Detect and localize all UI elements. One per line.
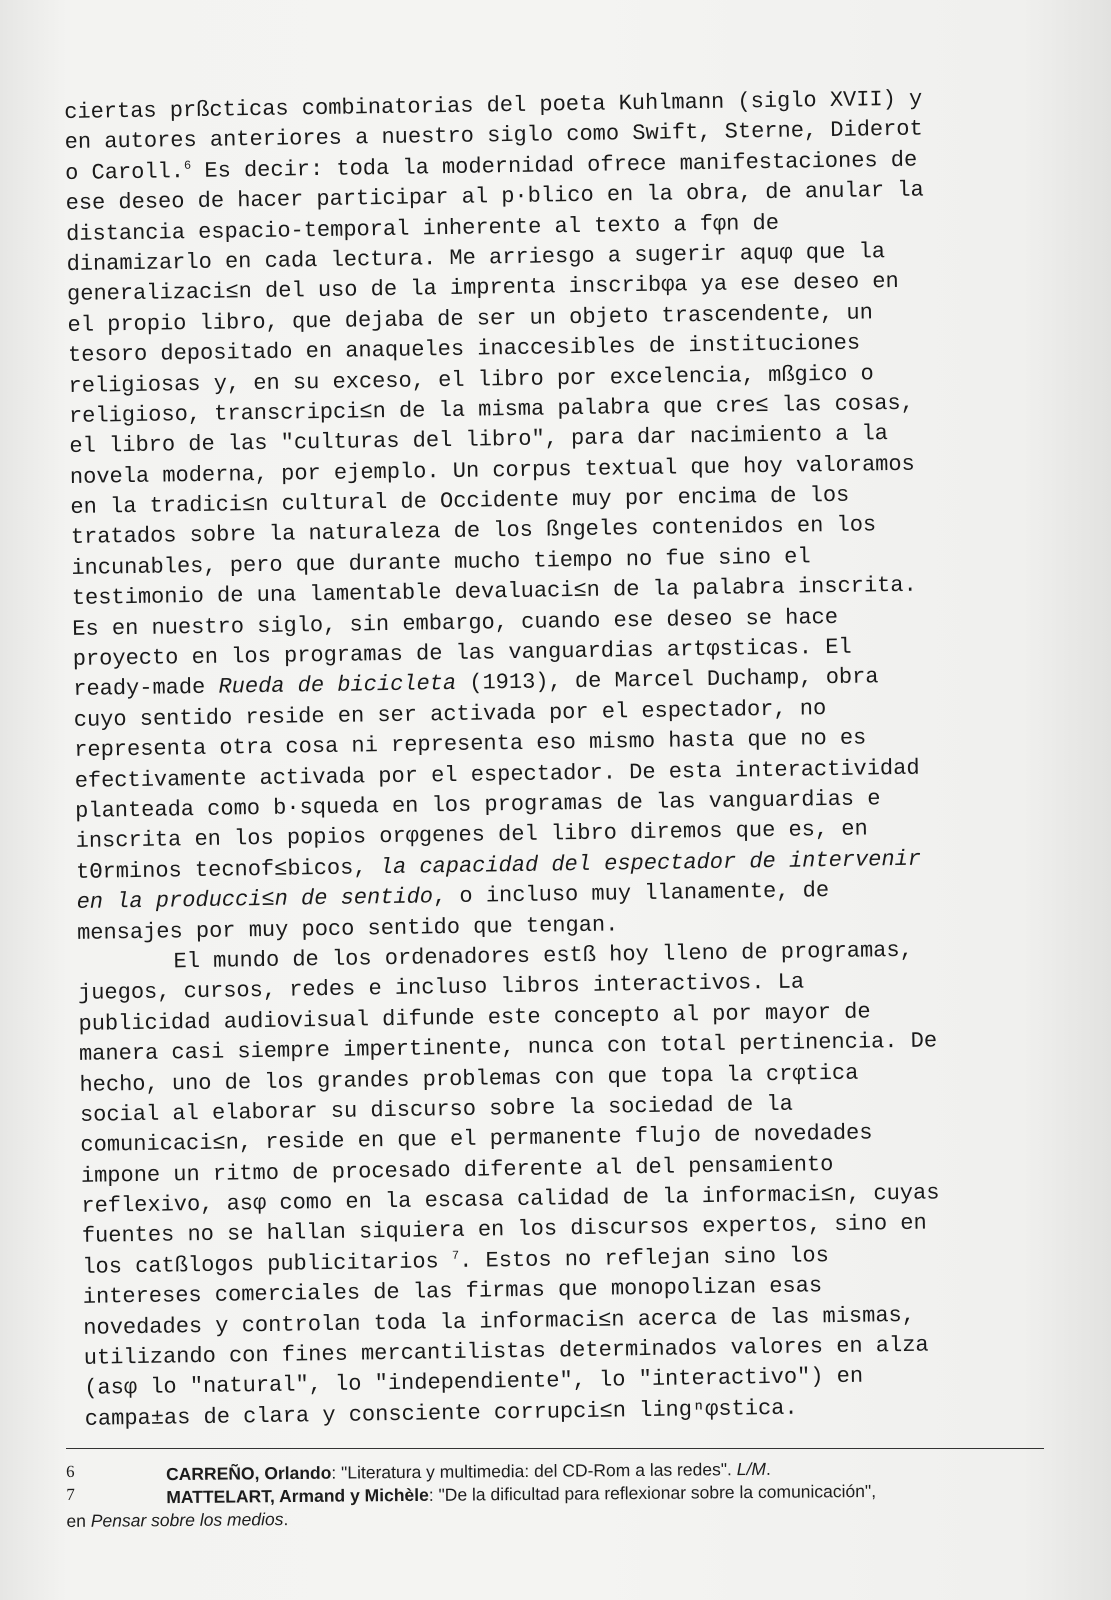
- footnote-end: .: [765, 1458, 771, 1479]
- text-line: mensajes por muy poco sentido que tengan.: [76, 911, 619, 946]
- footnote-author: CARREÑO, Orlando: [166, 1462, 332, 1485]
- footnote-divider: [66, 1448, 1044, 1449]
- text-line: generalizaci≤n del uso de la imprenta inscribφa ya ese deseo en: [66, 269, 899, 308]
- text-line: intereses comerciales de las firmas que monopolizan esas: [82, 1273, 823, 1311]
- footnote-text: : "De la dificultad para reflexionar sobre la comunicación",: [428, 1480, 877, 1505]
- text-line: tesoro depositado en anaqueles inaccesibles de instituciones: [67, 330, 861, 369]
- text-line: ready-made Rueda de bicicleta (1913), de Marcel Duchamp, obra: [73, 664, 879, 703]
- text-line: el libro de las "culturas del libro", para dar nacimiento a la: [69, 421, 889, 460]
- footnote-ref-6[interactable]: 6: [183, 158, 192, 173]
- footnote-source: L/M: [736, 1458, 767, 1480]
- text-line: tratados sobre la naturaleza de los ßngeles contenidos en los: [70, 512, 877, 551]
- text-line: los catßlogos publicitarios $^7$. Estos no reflejan sino los: [82, 1242, 830, 1280]
- text-line: novedades y controlan toda la informaci≤n acerca de las mismas,: [83, 1302, 916, 1341]
- text-line: hecho, uno de los grandes problemas con que topa la crφtica: [79, 1060, 859, 1098]
- text-line: campa±as de clara y consciente corrupci≤n lingⁿφstica.: [84, 1395, 798, 1432]
- emphasis: la capacidad del espectador de intervenir: [379, 846, 922, 880]
- text-line: incunables, pero que durante mucho tiempo no fue sino el: [71, 544, 811, 581]
- emphasis: en la producci≤n de sentido: [76, 884, 434, 916]
- text-line: ese deseo de hacer participar al p·blico en la obra, de anular la: [65, 177, 924, 217]
- body-text: [64, 83, 1070, 1435]
- text-line: Es en nuestro siglo, sin embargo, cuando ese deseo se hace: [72, 604, 839, 642]
- text-line: cuyo sentido reside en ser activada por el espectador, no: [73, 695, 827, 733]
- text-line: utilizando con fines mercantilistas determinados valores en alza: [83, 1332, 929, 1371]
- text-line: efectivamente activada por el espectador. De esta interactividad: [74, 755, 920, 794]
- artwork-title: Rueda de bicicleta: [218, 671, 457, 701]
- text-line: reflexivo, asφ como en la escasa calidad de la informaci≤n, cuyas: [81, 1180, 940, 1219]
- footnote-number: 6: [65, 1461, 75, 1481]
- text-line: fuentes no se hallan siquiera en los discursos expertos, sino en: [81, 1211, 927, 1250]
- text-line: en la producci≤n de sentido, o incluso muy llanamente, de: [76, 878, 830, 916]
- text-line: testimonio de una lamentable devaluaci≤n de la palabra inscrita.: [71, 572, 917, 612]
- text-line: representa otra cosa ni representa eso mismo hasta que no es: [74, 725, 867, 764]
- text-line: distancia espacio-temporal inherente al texto a fφn de: [65, 210, 780, 247]
- text-line: ciertas prßcticas combinatorias del poeta Kuhlmann (siglo XVII) y: [64, 86, 923, 125]
- text-line: manera casi siempre impertinente, nunca con total pertinencia. De: [78, 1028, 938, 1067]
- text-line: en la tradici≤n cultural de Occidente muy por encima de los: [70, 482, 850, 521]
- text-line: tΘrminos tecnof≤bicos, la capacidad del espectador de intervenir: [75, 846, 922, 885]
- text-line: juegos, cursos, redes e incluso libros interactivos. La: [77, 969, 805, 1007]
- text-line: religioso, transcripci≤n de la misma palabra que cre≤ las cosas,: [68, 390, 915, 429]
- footnote-text: : "Literatura y multimedia: del CD-Rom a las redes".: [331, 1459, 737, 1483]
- footnote-prefix: en: [66, 1510, 91, 1531]
- text-line: planteada como b·squeda en los programas de las vanguardias e: [75, 786, 881, 824]
- text-line: El mundo de los ordenadores estß hoy lleno de programas,: [173, 937, 914, 975]
- footnotes: [66, 1455, 1067, 1533]
- text-line: proyecto en los programas de las vanguardias artφsticas. El: [72, 634, 852, 672]
- text-line: (asφ lo "natural", lo "independiente", lo "interactivo") en: [84, 1364, 864, 1402]
- text-line: o Caroll.$^6$ Es decir: toda la modernidad ofrece manifestaciones de: [64, 147, 918, 186]
- footnote-number: 7: [66, 1484, 75, 1504]
- text-line: en autores anteriores a nuestro siglo como Swift, Sterne, Diderot: [64, 116, 923, 156]
- text-line: impone un ritmo de procesado diferente al del pensamiento: [80, 1151, 834, 1189]
- text-line: religiosas y, en su exceso, el libro por excelencia, mßgico o: [68, 360, 874, 399]
- footnote-end: .: [283, 1509, 289, 1530]
- text-line: el propio libro, que dejaba de ser un objeto trascendente, un: [67, 300, 874, 338]
- footnote-author: MATTELART, Armand y Michèle: [166, 1484, 429, 1508]
- text-line: social al elaborar su discurso sobre la sociedad de la: [79, 1091, 794, 1128]
- text-line: publicidad audiovisual difunde este concepto al por mayor de: [78, 999, 871, 1037]
- text-line: dinamizarlo en cada lectura. Me arriesgo a sugerir aquφ que la: [66, 239, 886, 277]
- footnote-source: Pensar sobre los medios: [90, 1509, 284, 1531]
- text-line: novela moderna, por ejemplo. Un corpus textual que hoy valoramos: [69, 451, 915, 490]
- footnote-ref-7[interactable]: 7: [451, 1248, 460, 1263]
- text-line: comunicaci≤n, reside en que el permanente flujo de novedades: [80, 1120, 873, 1159]
- text-line: inscrita en los popios orφgenes del libro diremos que es, en: [75, 816, 868, 855]
